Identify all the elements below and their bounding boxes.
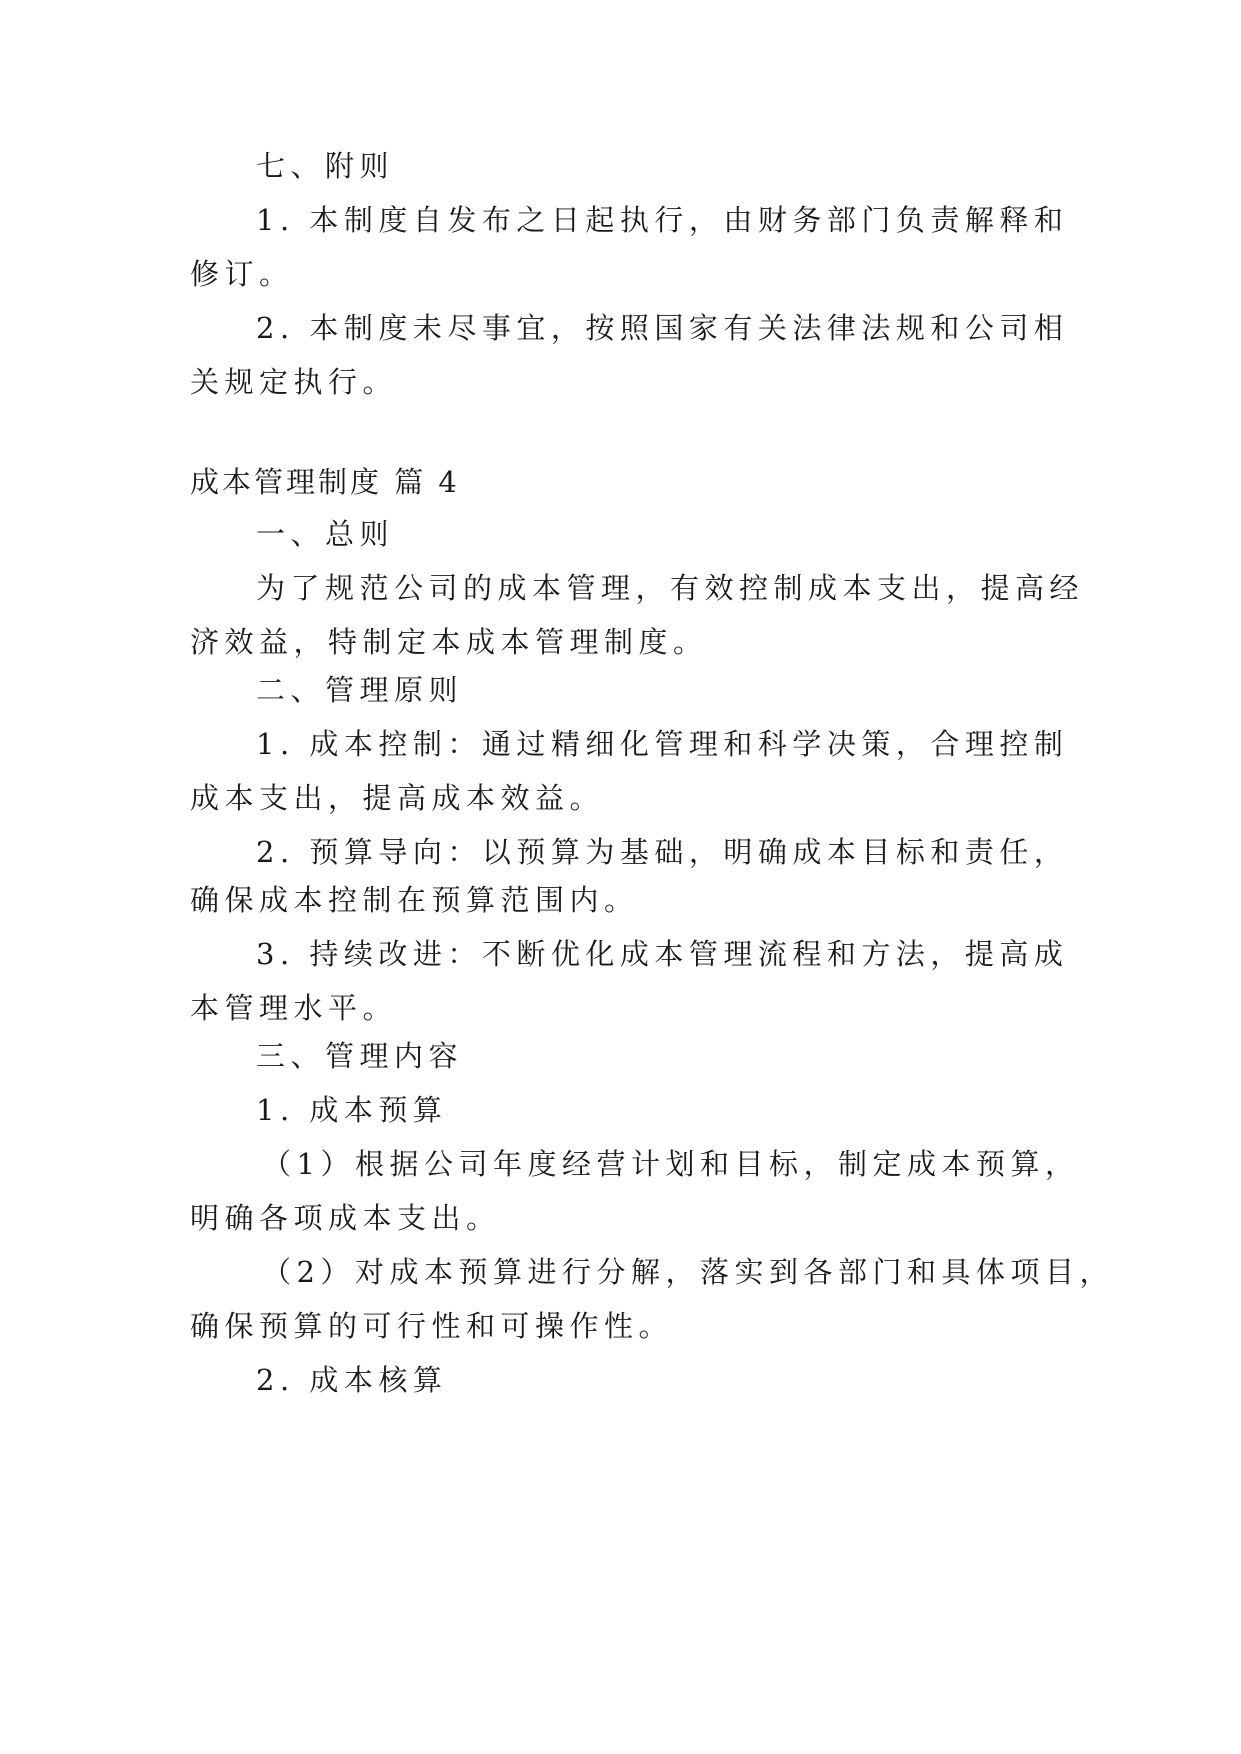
- document-title: 成本管理制度 篇 4: [190, 465, 460, 499]
- paragraph-line: 关规定执行。: [190, 365, 398, 399]
- section-heading-principles: 二、管理原则: [256, 673, 464, 707]
- section-heading-general: 一、总则: [256, 517, 395, 551]
- subsection-heading-accounting: 2. 成本核算: [256, 1363, 448, 1397]
- paragraph-line: 为了规范公司的成本管理，有效控制成本支出，提高经: [256, 571, 1085, 605]
- section-heading-appendix: 七、附则: [256, 149, 395, 183]
- paragraph-line: （2）对成本预算进行分解，落实到各部门和具体项目，: [262, 1255, 1114, 1289]
- paragraph-line: 确保成本控制在预算范围内。: [190, 883, 639, 917]
- paragraph-line: 确保预算的可行性和可操作性。: [190, 1309, 674, 1343]
- paragraph-line: 济效益，特制定本成本管理制度。: [190, 625, 708, 659]
- paragraph-line: 本管理水平。: [190, 991, 398, 1025]
- paragraph-line: 修订。: [190, 257, 294, 291]
- paragraph-line: 1. 本制度自发布之日起执行，由财务部门负责解释和: [256, 203, 1069, 237]
- paragraph-line: 3. 持续改进：不断优化成本管理流程和方法，提高成: [256, 937, 1069, 971]
- paragraph-line: 2. 预算导向：以预算为基础，明确成本目标和责任，: [256, 835, 1069, 869]
- paragraph-line: 成本支出，提高成本效益。: [190, 781, 605, 815]
- paragraph-line: 2. 本制度未尽事宜，按照国家有关法律法规和公司相: [256, 311, 1069, 345]
- paragraph-line: 明确各项成本支出。: [190, 1201, 501, 1235]
- section-heading-content: 三、管理内容: [256, 1039, 464, 1073]
- paragraph-line: （1）根据公司年度经营计划和目标，制定成本预算，: [262, 1147, 1080, 1181]
- subsection-heading-budget: 1. 成本预算: [256, 1093, 448, 1127]
- paragraph-line: 1. 成本控制：通过精细化管理和科学决策，合理控制: [256, 727, 1069, 761]
